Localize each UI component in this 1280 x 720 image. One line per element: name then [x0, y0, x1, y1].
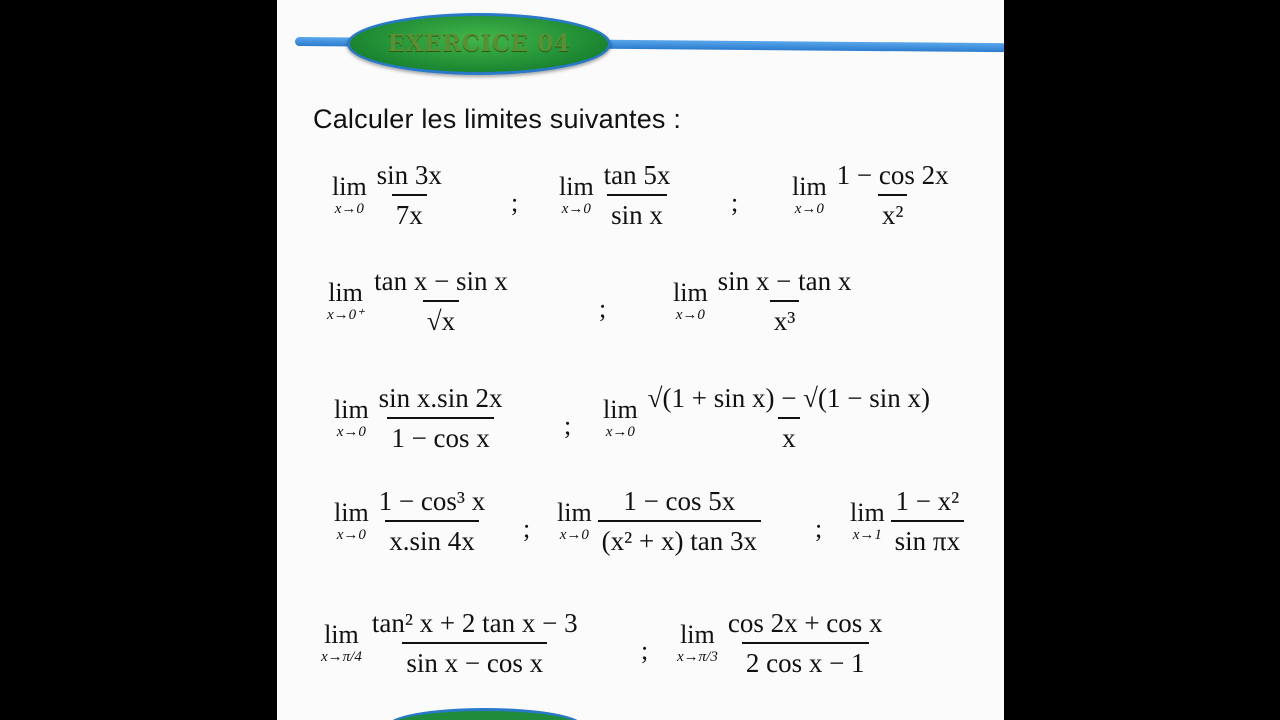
limit-expression — [677, 608, 887, 678]
limit-expression — [792, 160, 953, 230]
exercise-badge — [347, 13, 611, 75]
denominator: 1 − cos x — [387, 417, 493, 453]
lim-subscript: x→1 — [852, 527, 882, 543]
denominator: x² — [878, 194, 908, 230]
separator: ; — [815, 514, 823, 543]
denominator: (x² + x) tan 3x — [598, 520, 761, 556]
lim-subscript: x→0 — [794, 201, 824, 217]
lim-label: lim — [324, 620, 359, 649]
numerator: cos 2x + cos x — [727, 608, 883, 638]
lim-subscript: x→0 — [336, 527, 366, 543]
numerator: tan x − sin x — [374, 266, 508, 296]
lim-subscript: x→0 — [334, 201, 364, 217]
lim-subscript: x→0 — [605, 424, 635, 440]
lim-label: lim — [332, 172, 367, 201]
numerator: tan 5x — [603, 160, 671, 190]
separator: ; — [731, 188, 739, 217]
denominator: x — [778, 417, 800, 453]
separator: ; — [511, 188, 519, 217]
limit-expression — [334, 486, 489, 556]
lim-label: lim — [334, 395, 369, 424]
lim-label: lim — [328, 278, 363, 307]
denominator: √x — [423, 300, 459, 336]
numerator: sin x − tan x — [717, 266, 852, 296]
denominator: 2 cos x − 1 — [742, 642, 869, 678]
lim-label: lim — [673, 278, 708, 307]
limit-expression — [673, 266, 855, 336]
numerator: 1 − x² — [895, 486, 960, 516]
separator: ; — [564, 411, 572, 440]
limit-expression — [327, 266, 512, 336]
denominator: x.sin 4x — [385, 520, 479, 556]
next-exercise-badge — [387, 708, 583, 720]
lim-label: lim — [792, 172, 827, 201]
limit-expression — [334, 383, 506, 453]
limit-expression — [850, 486, 964, 556]
numerator: √(1 + sin x) − √(1 − sin x) — [647, 383, 930, 413]
numerator: 1 − cos 5x — [623, 486, 736, 516]
lim-subscript: x→0 — [336, 424, 366, 440]
lim-subscript: x→0 — [675, 307, 705, 323]
lim-subscript: x→π/4 — [321, 649, 362, 665]
lim-label: lim — [850, 498, 885, 527]
limit-expression — [603, 383, 934, 453]
denominator: 7x — [392, 194, 427, 230]
exercise-badge-label: EXERCICE 04 — [387, 30, 571, 57]
numerator: 1 − cos³ x — [378, 486, 486, 516]
lim-label: lim — [680, 620, 715, 649]
worksheet-page — [277, 0, 1004, 720]
limit-expression — [557, 486, 761, 556]
lim-subscript: x→0 — [561, 201, 591, 217]
lim-label: lim — [559, 172, 594, 201]
limit-expression — [559, 160, 674, 230]
denominator: sin x − cos x — [402, 642, 547, 678]
numerator: tan² x + 2 tan x − 3 — [371, 608, 578, 638]
denominator: sin πx — [891, 520, 964, 556]
instruction-text: Calculer les limites suivantes : — [313, 104, 682, 134]
lim-subscript: x→0 — [559, 527, 589, 543]
limit-expression — [332, 160, 446, 230]
separator: ; — [523, 514, 531, 543]
lim-label: lim — [603, 395, 638, 424]
numerator: sin 3x — [376, 160, 442, 190]
denominator: x³ — [770, 300, 800, 336]
limit-expression — [321, 608, 582, 678]
lim-label: lim — [334, 498, 369, 527]
numerator: sin x.sin 2x — [378, 383, 503, 413]
separator: ; — [641, 636, 649, 665]
lim-subscript: x→π/3 — [677, 649, 718, 665]
lim-label: lim — [557, 498, 592, 527]
denominator: sin x — [607, 194, 667, 230]
separator: ; — [599, 294, 607, 323]
numerator: 1 − cos 2x — [836, 160, 949, 190]
lim-subscript: x→0⁺ — [327, 307, 365, 323]
